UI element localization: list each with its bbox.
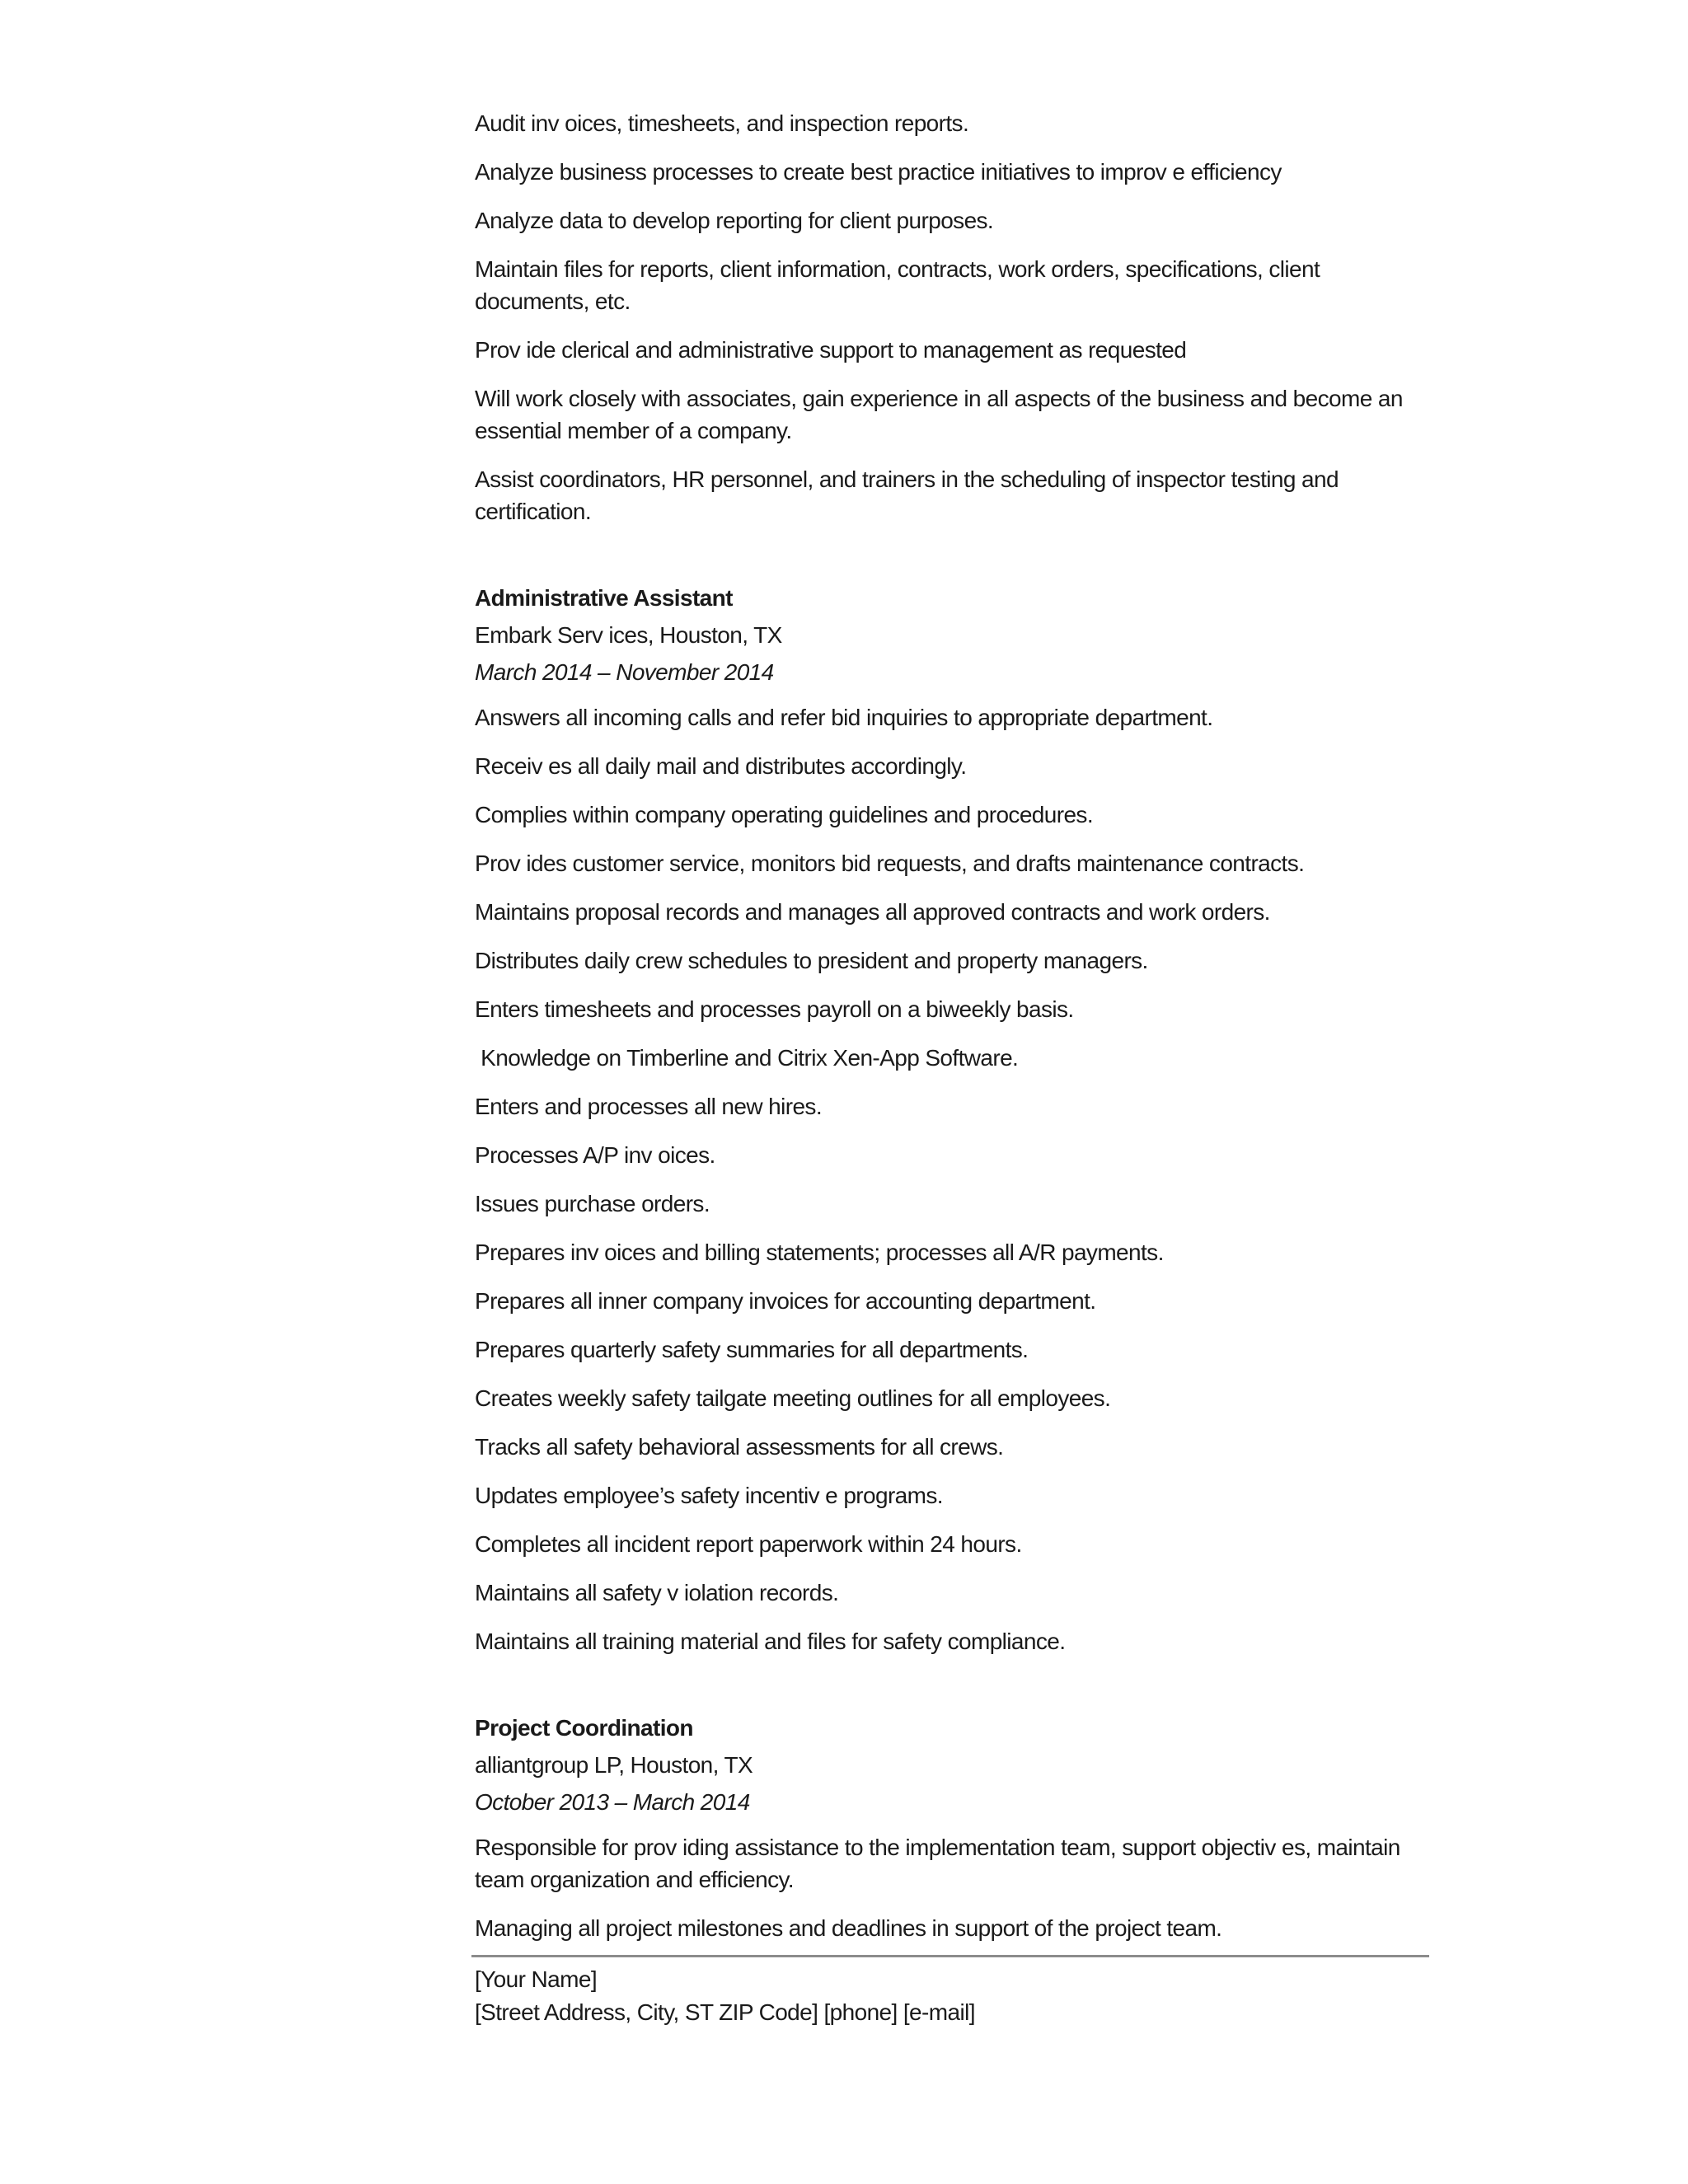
list-item: Processes A/P inv oices. — [475, 1142, 715, 1168]
list-item: Completes all incident report paperwork within 24 hours. — [475, 1531, 1022, 1557]
list-item: Prov ides customer service, monitors bid requests, and drafts maintenance contracts. — [475, 851, 1305, 876]
list-item: Maintains proposal records and manages all approved contracts and work orders. — [475, 899, 1270, 925]
list-item: Issues purchase orders. — [475, 1191, 710, 1216]
list-item: Prepares quarterly safety summaries for all departments. — [475, 1337, 1029, 1362]
list-item: Maintains all training material and files for safety compliance. — [475, 1629, 1066, 1654]
job-title: Administrative Assistant — [475, 585, 733, 611]
list-item: Prov ide clerical and administrative support to management as requested — [475, 337, 1187, 363]
list-item: Receiv es all daily mail and distributes accordingly. — [475, 753, 967, 779]
list-item: Knowledge on Timberline and Citrix Xen-App Software. — [475, 1045, 1019, 1071]
job-company: Embark Serv ices, Houston, TX — [475, 622, 782, 648]
list-item: Creates weekly safety tailgate meeting outlines for all employees. — [475, 1385, 1111, 1411]
list-item: Complies within company operating guidelines and procedures. — [475, 802, 1094, 827]
list-item: Assist coordinators, HR personnel, and trainers in the scheduling of inspector testing and certification. — [475, 466, 1339, 524]
list-item: Distributes daily crew schedules to president and property managers. — [475, 948, 1148, 973]
job-dates: October 2013 – March 2014 — [475, 1789, 750, 1815]
list-item: Prepares all inner company invoices for accounting department. — [475, 1288, 1096, 1314]
intro-list — [475, 107, 1431, 527]
job-title: Project Coordination — [475, 1715, 693, 1741]
job-entry-administrative-assistant — [475, 582, 1431, 1657]
list-item: Answers all incoming calls and refer bid inquiries to appropriate department. — [475, 705, 1213, 730]
footer-name: [Your Name] — [475, 1966, 598, 1992]
list-item: Updates employee’s safety incentiv e programs. — [475, 1483, 943, 1508]
job-company: alliantgroup LP, Houston, TX — [475, 1752, 753, 1778]
job-entry-project-coordination — [475, 1712, 1431, 1944]
list-item: Maintain files for reports, client information, contracts, work orders, specifications, client documents, etc. — [475, 256, 1320, 314]
resume-body — [475, 107, 1431, 1961]
page-footer — [475, 1963, 1431, 2029]
list-item: Enters timesheets and processes payroll on a biweekly basis. — [475, 996, 1074, 1022]
list-item: Enters and processes all new hires. — [475, 1094, 822, 1119]
job-dates: March 2014 – November 2014 — [475, 659, 774, 685]
list-item: Audit inv oices, timesheets, and inspection reports. — [475, 110, 969, 136]
list-item: Managing all project milestones and deadlines in support of the project team. — [475, 1915, 1222, 1941]
list-item: Prepares inv oices and billing statements; processes all A/R payments. — [475, 1240, 1164, 1265]
list-item: Tracks all safety behavioral assessments for all crews. — [475, 1434, 1004, 1460]
list-item: Responsible for prov iding assistance to the implementation team, support objectiv es, maintain team organization and efficiency. — [475, 1835, 1400, 1892]
list-item: Analyze business processes to create best practice initiatives to improv e efficiency — [475, 159, 1282, 185]
list-item: Maintains all safety v iolation records. — [475, 1580, 839, 1605]
footer-contact: [Street Address, City, ST ZIP Code] [phone] [e-mail] — [475, 1999, 975, 2025]
list-item: Analyze data to develop reporting for client purposes. — [475, 208, 994, 233]
footer-divider — [471, 1955, 1429, 1957]
list-item: Will work closely with associates, gain experience in all aspects of the business and become an essential member of a company. — [475, 386, 1403, 443]
